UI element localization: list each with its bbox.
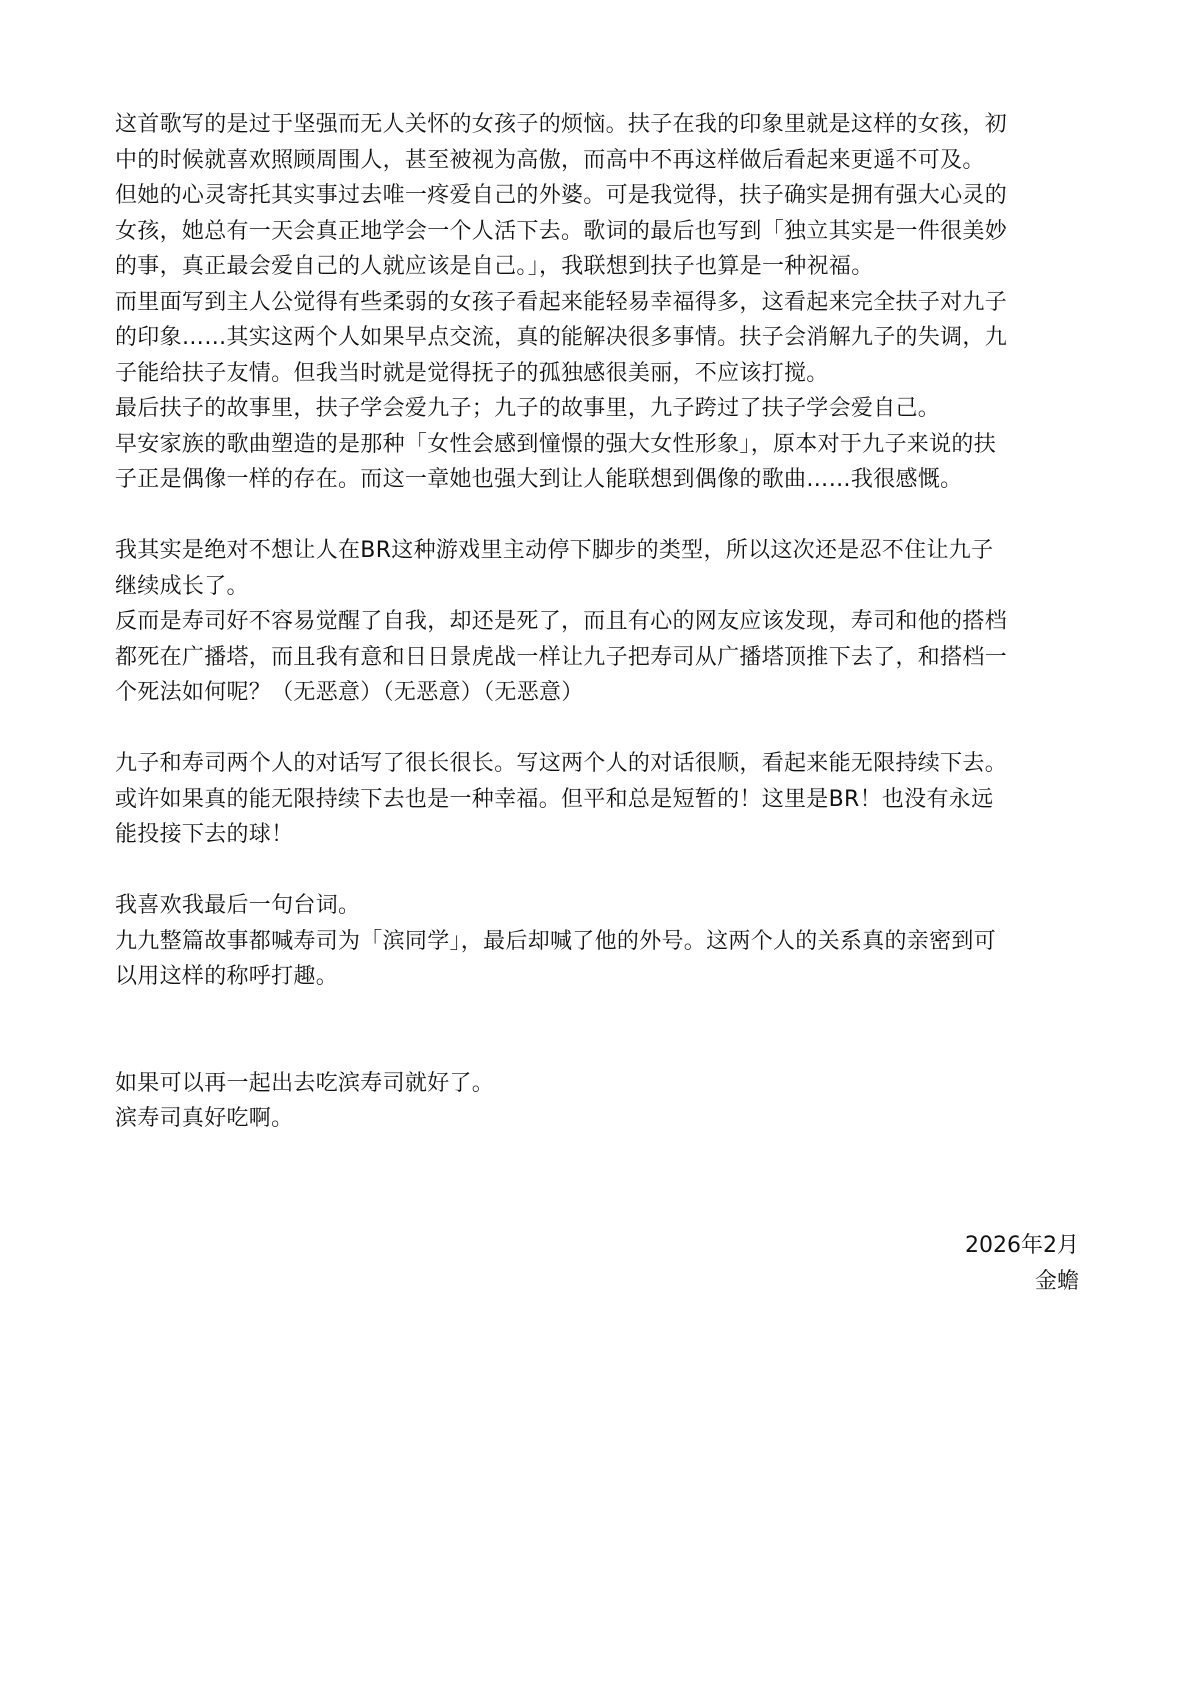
text-line: 个死法如何呢？（无恶意）（无恶意）（无恶意） [115, 680, 584, 705]
text-line: 这首歌写的是过于坚强而无人关怀的女孩子的烦恼。扶子在我的印象里就是这样的女孩，初 [115, 112, 1008, 137]
text-line: 子能给扶子友情。但我当时就是觉得抚子的孤独感很美丽，不应该打搅。 [115, 360, 829, 386]
text-line: 而里面写到主人公觉得有些柔弱的女孩子看起来能轻易幸福得多，这看起来完全扶子对九子 [115, 289, 1008, 315]
closing-line: 滨寿司真好吃啊。 [115, 1106, 294, 1131]
paragraph-spacer [115, 853, 1079, 889]
text-line: 我喜欢我最后一句台词。 [115, 893, 361, 918]
text-line: 的事，真正最会爱自己的人就应该是自己。」，我联想到扶子也算是一种祝福。 [115, 254, 874, 279]
text-line: 我其实是绝对不想让人在BR这种游戏里主动停下脚步的类型，所以这次还是忍不住让九子 [115, 538, 994, 563]
text-line: 最后扶子的故事里，扶子学会爱九子；九子的故事里，九子跨过了扶子学会爱自己。 [115, 396, 941, 421]
paragraph-spacer [115, 498, 1079, 534]
paragraph-spacer [115, 711, 1079, 747]
text-line: 以用这样的称呼打趣。 [115, 964, 339, 989]
text-line: 子正是偶像一样的存在。而这一章她也强大到让人能联想到偶像的歌曲……我很感慨。 [115, 467, 963, 492]
document-body [115, 107, 1079, 1137]
signature-date: 2026年2月 [965, 1233, 1079, 1258]
text-line: 都死在广播塔，而且我有意和日日景虎战一样让九子把寿司从广播塔顶推下去了，和搭档一 [115, 644, 1008, 670]
text-line: 早安家族的歌曲塑造的是那种「女性会感到憧憬的强大女性形象」，原本对于九子来说的扶 [115, 431, 997, 457]
closing-line: 如果可以再一起出去吃滨寿司就好了。 [115, 1070, 495, 1096]
text-line: 九子和寿司两个人的对话写了很长很长。写这两个人的对话很顺，看起来能无限持续下去。 [115, 751, 1008, 776]
text-line: 继续成长了。 [115, 573, 249, 599]
text-line: 中的时候就喜欢照顾周围人，甚至被视为高傲，而高中不再这样做后看起来更遥不可及。 [115, 147, 985, 173]
text-line: 女孩，她总有一天会真正地学会一个人活下去。歌词的最后也写到「独立其实是一件很美妙 [115, 218, 1008, 244]
text-line: 能投接下去的球！ [115, 822, 294, 847]
text-line: 或许如果真的能无限持续下去也是一种幸福。但平和总是短暂的！这里是BR！也没有永远 [115, 786, 994, 812]
signature-author: 金蟾 [1034, 1269, 1079, 1294]
text-line: 但她的心灵寄托其实事过去唯一疼爱自己的外婆。可是我觉得，扶子确实是拥有强大心灵的 [115, 183, 1008, 208]
text-line: 反而是寿司好不容易觉醒了自我，却还是死了，而且有心的网友应该发现，寿司和他的搭档 [115, 609, 1008, 634]
text-line: 九九整篇故事都喊寿司为「滨同学」，最后却喊了他的外号。这两个人的关系真的亲密到可 [115, 928, 997, 954]
section-spacer [115, 995, 1079, 1066]
text-line: 的印象……其实这两个人如果早点交流，真的能解决很多事情。扶子会消解九子的失调，九 [115, 325, 1008, 350]
